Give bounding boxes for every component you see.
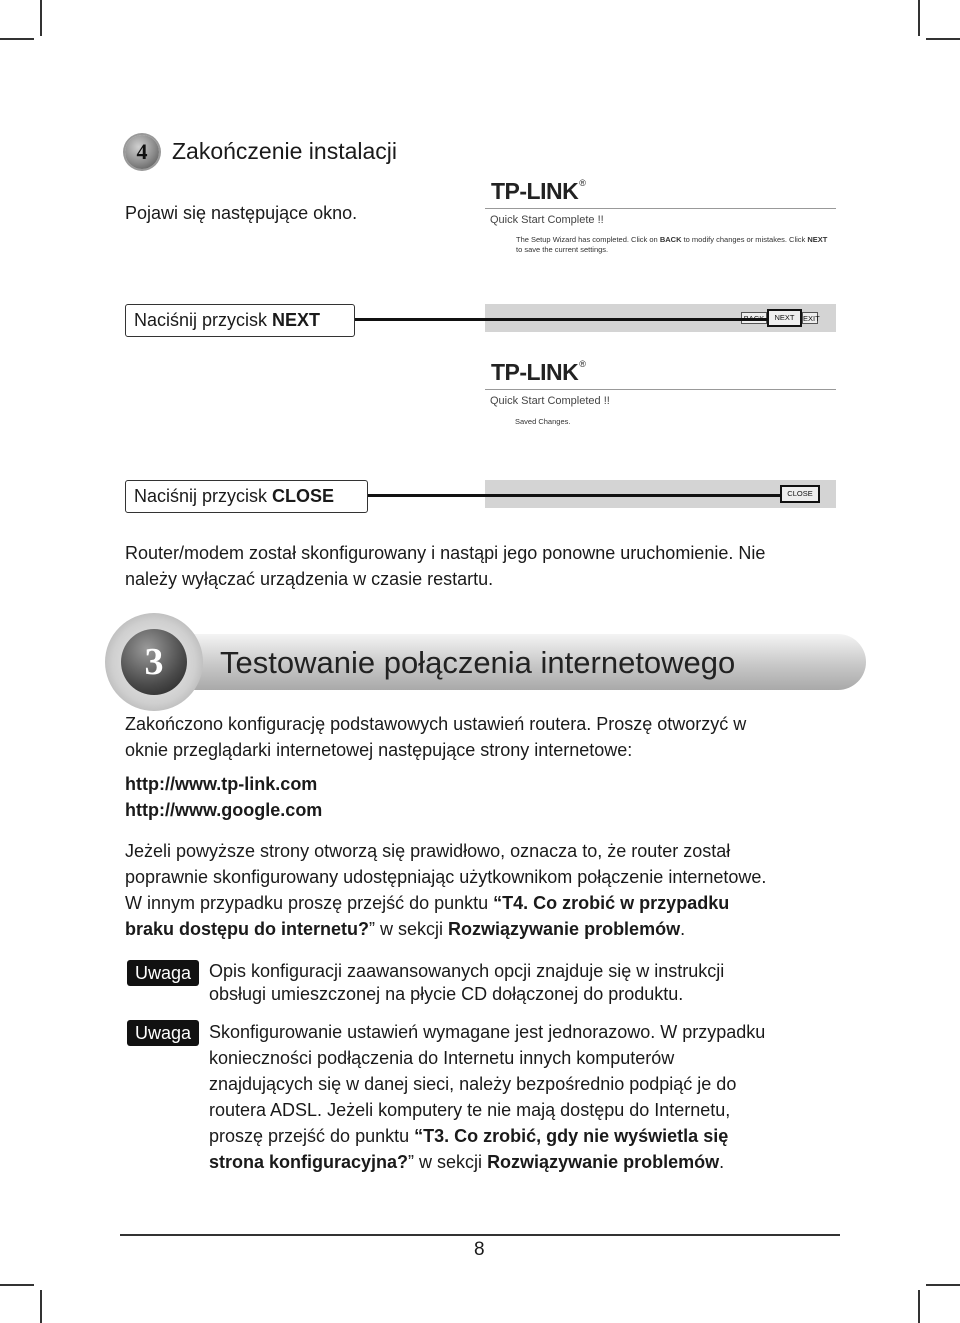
registered-mark: ® [579, 359, 586, 369]
section-number-inner [121, 629, 187, 695]
crop-mark [918, 0, 920, 36]
section-title: Testowanie połączenia internetowego [220, 645, 736, 680]
note-label: Uwaga [127, 960, 199, 986]
note-2-line-4: routera ADSL. Jeżeli komputery te nie mają dostępu do Internetu, [209, 1100, 731, 1120]
note-1-line-1: Opis konfiguracji zaawansowanych opcji znajduje się w instrukcji [209, 961, 725, 981]
note-section: Rozwiązywanie problemów [487, 1152, 720, 1172]
tp-link-logo [491, 359, 585, 386]
message-text: The Setup Wizard has completed. Click on [516, 235, 660, 244]
crop-mark [40, 0, 42, 36]
result-text: . [680, 919, 686, 939]
result-line-3 [125, 890, 845, 916]
exit-button[interactable]: EXIT [803, 314, 820, 323]
note-2-text [209, 1019, 849, 1175]
restart-note-line-1: Router/modem został skonfigurowany i nastąpi jego ponowne uruchomienie. Nie [125, 543, 766, 563]
result-text: W innym przypadku proszę przejść do punktu [125, 893, 494, 913]
crop-mark [0, 38, 34, 40]
router-screenshot-complete [485, 176, 836, 336]
note-text: proszę przejść do punktu [209, 1126, 415, 1146]
step-title: Zakończenie instalacji [172, 138, 398, 164]
section-number-disc [105, 613, 203, 711]
section-intro [125, 711, 845, 763]
logo-text: TP-LINK [491, 178, 579, 204]
note-label: Uwaga [127, 1020, 199, 1046]
close-button[interactable]: CLOSE [780, 485, 820, 503]
callout-connector [367, 494, 780, 497]
note-text: . [719, 1152, 725, 1172]
callout-text: Naciśnij przycisk [134, 486, 273, 506]
result-line-2: poprawnie skonfigurowany udostępniając użytkownikom połączenie internetowe. [125, 867, 767, 887]
note-1-line-2: obsługi umieszczonej na płycie CD dołączonej do produktu. [209, 984, 684, 1004]
url-tp-link[interactable]: http://www.tp-link.com [125, 774, 318, 794]
wizard-message-line-1 [516, 235, 836, 245]
logo-text: TP-LINK [491, 359, 579, 385]
message-back: BACK [659, 235, 682, 244]
note-text: ” w sekcji [408, 1152, 488, 1172]
wizard-heading: Quick Start Complete !! [490, 214, 604, 226]
crop-mark [926, 38, 960, 40]
result-text: ” w sekcji [369, 919, 449, 939]
message-next: NEXT [807, 235, 828, 244]
restart-note [125, 540, 845, 592]
result-line-1: Jeżeli powyższe strony otworzą się prawidłowo, oznacza to, że router został [125, 841, 731, 861]
crop-mark [40, 1290, 42, 1323]
callout-text: Naciśnij przycisk [134, 310, 273, 330]
step-number-badge [125, 135, 159, 169]
next-button[interactable]: NEXT [767, 309, 802, 327]
restart-note-line-2: należy wyłączać urządzenia w czasie restartu. [125, 569, 494, 589]
note-ref: strona konfiguracyjna? [209, 1152, 409, 1172]
result-ref: “T4. Co zrobić w przypadku [493, 893, 730, 913]
section-number: 3 [144, 641, 164, 683]
page-number: 8 [474, 1239, 485, 1260]
header-rule [485, 208, 836, 209]
crop-mark [0, 1284, 34, 1286]
section-intro-line-2: oknie przeglądarki internetowej następujące strony internetowe: [125, 740, 633, 760]
callout-connector [354, 318, 767, 321]
header-rule [485, 389, 836, 390]
crop-mark [918, 1290, 920, 1323]
tp-link-logo [491, 178, 585, 205]
callout-press-next [125, 304, 355, 337]
router-screenshot-completed [485, 357, 836, 510]
callout-key: CLOSE [272, 486, 335, 506]
note-2-line-5 [209, 1123, 849, 1149]
note-2-line-6 [209, 1149, 849, 1175]
footer-rule [120, 1234, 840, 1236]
registered-mark: ® [579, 178, 586, 188]
step-number: 4 [136, 139, 148, 164]
url-google[interactable]: http://www.google.com [125, 800, 323, 820]
message-text: to modify changes or mistakes. Click [681, 235, 808, 244]
step-intro: Pojawi się następujące okno. [125, 203, 358, 223]
result-section: Rozwiązywanie problemów [448, 919, 681, 939]
wizard-message [516, 235, 836, 255]
crop-mark [926, 1284, 960, 1286]
callout-press-close [125, 480, 368, 513]
note-ref: “T3. Co zrobić, gdy nie wyświetla się [414, 1126, 729, 1146]
result-ref: braku dostępu do internetu? [125, 919, 370, 939]
section-intro-line-1: Zakończono konfigurację podstawowych ustawień routera. Proszę otworzyć w [125, 714, 747, 734]
wizard-message-line-2: to save the current settings. [516, 245, 609, 254]
callout-key: NEXT [272, 310, 321, 330]
saved-message: Saved Changes. [515, 417, 571, 426]
note-1-text [209, 960, 849, 1006]
note-2-line-1: Skonfigurowanie ustawień wymagane jest jednorazowo. W przypadku [209, 1022, 766, 1042]
result-line-4 [125, 916, 845, 942]
note-2-line-2: konieczności podłączenia do Internetu innych komputerów [209, 1048, 675, 1068]
wizard-heading: Quick Start Completed !! [490, 395, 610, 407]
note-2-line-3: znajdujących się w danej sieci, należy bezpośrednio podpiąć je do [209, 1074, 737, 1094]
result-paragraph [125, 838, 845, 942]
